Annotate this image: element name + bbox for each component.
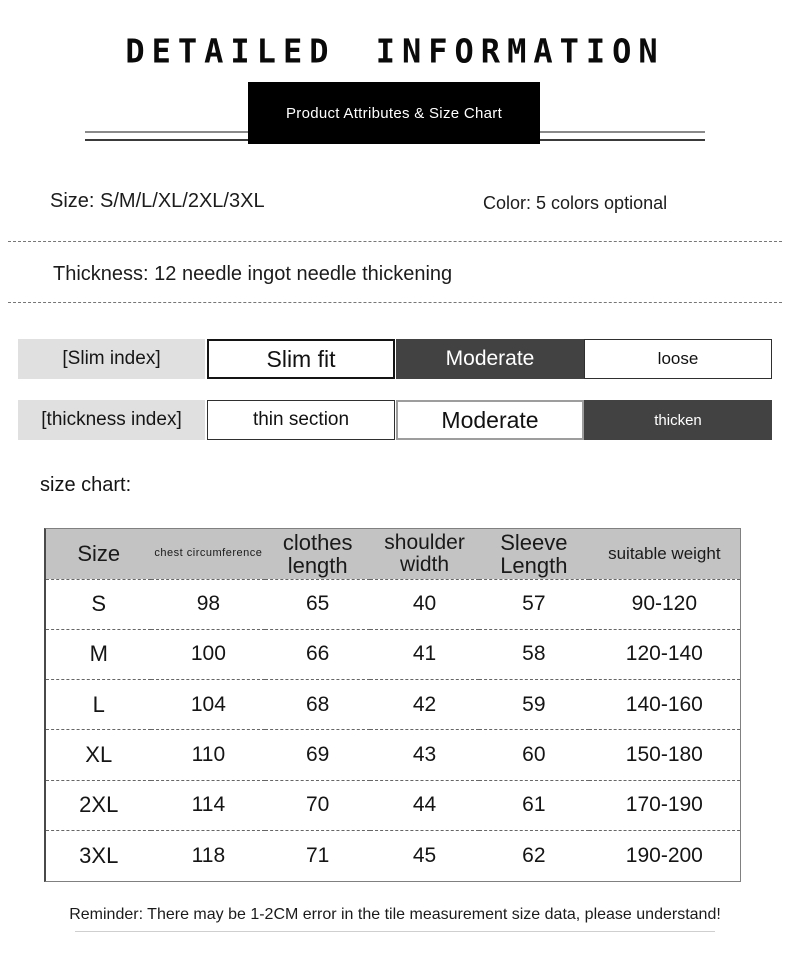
table-cell: 61 (522, 793, 546, 817)
thickness-option-thin-section: thin section (207, 400, 395, 440)
slim-option-loose: loose (584, 339, 772, 379)
column-header: Sleeve Length (500, 529, 568, 578)
size-chart-table-container (44, 528, 741, 882)
thickness-option-thicken-selected: thicken (584, 400, 772, 440)
table-cell: 41 (412, 642, 437, 666)
table-cell: L (92, 691, 105, 717)
size-chart-table (46, 529, 740, 881)
table-row (46, 830, 740, 880)
column-header: suitable weight (608, 543, 721, 563)
table-cell: 190-200 (625, 843, 703, 867)
table-cell: 71 (306, 843, 330, 867)
table-cell: 120-140 (625, 642, 703, 666)
table-cell: 118 (191, 843, 226, 867)
table-cell: 40 (412, 592, 437, 616)
table-cell: 60 (522, 743, 546, 767)
color-attribute: Color: 5 colors optional (483, 193, 668, 213)
table-cell: 57 (522, 592, 546, 616)
table-cell: 100 (190, 642, 226, 666)
table-cell: 68 (306, 692, 330, 716)
table-row (46, 629, 740, 679)
slim-index-row (0, 339, 790, 379)
size-attribute: Size: S/M/L/XL/2XL/3XL (50, 190, 265, 212)
table-row (46, 780, 740, 830)
table-cell: 104 (190, 692, 226, 716)
table-cell: M (89, 641, 108, 667)
table-cell: 90-120 (631, 592, 698, 616)
table-cell: 2XL (79, 792, 119, 818)
column-header: Size (77, 541, 121, 567)
banner-label: Product Attributes & Size Chart (285, 104, 503, 122)
table-cell: 62 (522, 843, 546, 867)
table-row (46, 680, 740, 730)
column-header: chest circumference (154, 546, 263, 559)
table-cell: 114 (191, 793, 226, 817)
column-header: shoulder width (384, 530, 465, 576)
column-header: clothes length (282, 529, 353, 578)
table-cell: 69 (306, 743, 330, 767)
table-cell: 58 (522, 642, 546, 666)
table-cell: 140-160 (625, 692, 703, 716)
slim-option-slim-fit: Slim fit (207, 339, 395, 379)
thickness-option-moderate: Moderate (396, 400, 584, 440)
table-cell: 43 (412, 743, 437, 767)
table-cell: S (91, 591, 107, 617)
thickness-index-label: [thickness index] (18, 400, 205, 440)
table-cell: 150-180 (625, 743, 703, 767)
table-cell: 65 (306, 592, 330, 616)
table-cell: 45 (412, 843, 437, 867)
table-header-row (46, 529, 740, 579)
table-cell: 170-190 (625, 793, 703, 817)
page-title: DETAILED INFORMATION (125, 31, 665, 71)
section-banner (248, 82, 540, 144)
table-cell: 59 (522, 692, 546, 716)
thickness-attribute: Thickness: 12 needle ingot needle thickening (53, 263, 453, 285)
slim-option-moderate-selected: Moderate (396, 339, 584, 379)
table-cell: 70 (306, 793, 330, 817)
bottom-divider (75, 931, 715, 932)
size-table-body (46, 579, 740, 881)
size-chart-heading: size chart: (40, 474, 132, 496)
dashed-divider (8, 302, 782, 303)
dashed-divider (8, 241, 782, 242)
table-cell: 42 (412, 692, 437, 716)
table-cell: 44 (412, 793, 437, 817)
thickness-index-row (0, 400, 790, 440)
table-row (46, 730, 740, 780)
reminder-note: Reminder: There may be 1-2CM error in the tile measurement size data, please understand! (69, 906, 721, 923)
table-cell: 110 (191, 743, 226, 767)
table-cell: 98 (196, 592, 221, 616)
table-cell: 66 (306, 642, 330, 666)
table-cell: XL (85, 742, 113, 768)
slim-index-label: [Slim index] (18, 339, 205, 379)
table-row (46, 579, 740, 629)
table-cell: 3XL (79, 842, 119, 868)
